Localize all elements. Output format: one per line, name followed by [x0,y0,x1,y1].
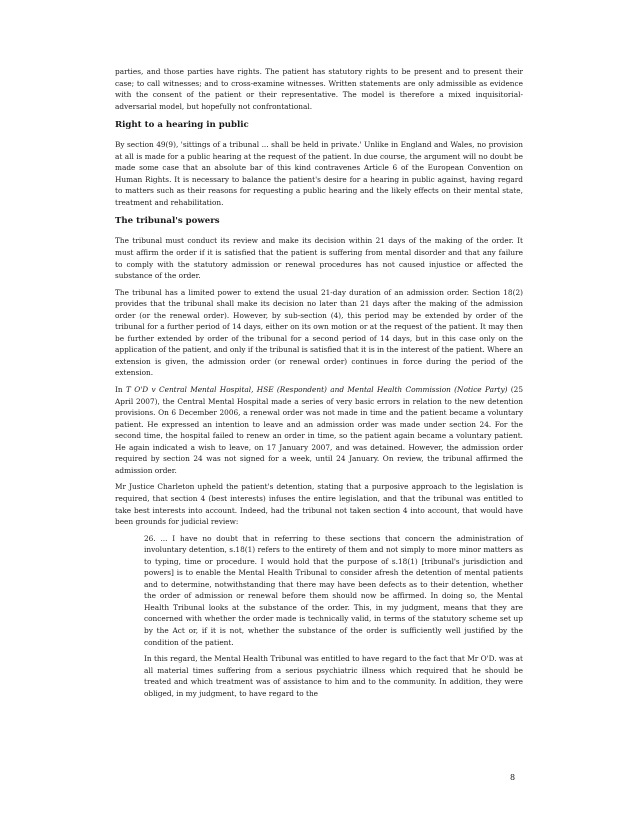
case-intro: In [115,385,126,395]
quote-paragraph-26: 26. ... I have no doubt that in referring to these sections that concern the administration of involuntary detention, s.18(1) refers to the entirety of them and not simply to more minor matters as to typing, time or procedure. I would hold that the purpose of s.18(1) [tribunal's jurisdiction and powers] is to enable the Mental Health Tribunal to consider afresh the detention of mental patients and to determine, notwithstanding that there may have been defects as to their detention, whether the order of admission or renewal before them should now be affirmed. In doing so, the Mental Health Tribunal looks at the substance of the order. This, in my judgment, means that they are concerned with whether the order made is technically valid, in terms of the statutory scheme set up by the Act or, if it is not, whether the substance of the order is sufficiently well justified by the condition of the patient. [144,533,523,647]
heading-public-hearing: Right to a hearing in public [115,120,249,131]
quote-paragraph-regard: In this regard, the Mental Health Tribunal was entitled to have regard to the fact that Mr O'D. was at all material times suffering from a serious psychiatric illness which required that he should be treated and which treatment was of assistance to him and to the community. In addition, they were obliged, in my judgment, to have regard to the [144,654,524,698]
paragraph-case [115,384,523,476]
paragraph-powers-decision: The tribunal must conduct its review and make its decision within 21 days of the making of the order. It must affirm the order if it is satisfied that the patient is suffering from mental disorder and that any failure to comply with the statutory admission or renewal procedures has not caused injustice or affected the substance of the order. [115,236,523,281]
paragraph-public-hearing: By section 49(9), 'sittings of a tribunal ... shall be held in private.' Unlike in England and Wales, no provision at all is made for a public hearing at the request of the patient. In due course, the argument will no doubt be made some case that an absolute bar of this kind contravenes Article 6 of the European Convention on Human Rights. It is necessary to balance the patient's desire for a hearing in public against, having regard to matters such as their reasons for requesting a public hearing and the likely effects on their mental state, treatment and rehabilitation. [115,140,523,207]
page-body [115,66,523,704]
paragraph-charleton: Mr Justice Charleton upheld the patient's detention, stating that a purposive approach to the legislation is required, that section 4 (best interests) infuses the entire legislation, and that the tribunal was entitled to take best interests into account. Indeed, had the tribunal not taken section 4 into account, that would have been grounds for judicial review: [115,482,523,527]
paragraph-intro: parties, and those parties have rights. The patient has statutory rights to be present and to present their case; to call witnesses; and to cross-examine witnesses. Written statements are only admissible as evidence with the consent of the patient or their representative. The model is therefore a mixed inquisitorial-adversarial model, but hopefully not confrontational. [115,67,523,111]
case-text: (25 April 2007), the Central Mental Hospital made a series of very basic errors in relation to the new detention provisions. On 6 December 2006, a renewal order was not made in time and the patient became a voluntary patient. He expressed an intention to leave and an admission order was made under section 24. For the second time, the hospital failed to renew an order in time, so the patient again became a voluntary patient. He again indicated a wish to leave, on 17 January 2007, and was detained. However, the admission order required by section 24 was not signed for a week, until 24 January. On review, the tribunal affirmed the admission order. [115,385,524,475]
heading-tribunal-powers: The tribunal's powers [115,216,220,227]
page-number: 8 [510,773,516,782]
paragraph-powers-extension: The tribunal has a limited power to extend the usual 21-day duration of an admission order. Section 18(2) provides that the tribunal shall make its decision no later than 21 days after the making of the admission order (or the renewal order). However, by sub-section (4), this period may be extended by order of the tribunal for a further period of 14 days, either on its own motion or at the request of the patient. It may then be further extended by order of the tribunal for a second period of 14 days, but in this case only on the application of the patient, and only if the tribunal is satisfied that it is in the interest of the patient. Where an extension is given, the admission order (or renewal order) continues in force during the period of the extension. [115,287,523,378]
block-quote [144,533,523,700]
case-name: T O'D v Central Mental Hospital, HSE (Respondent) and Mental Health Commission (Notice Party) [125,385,508,395]
